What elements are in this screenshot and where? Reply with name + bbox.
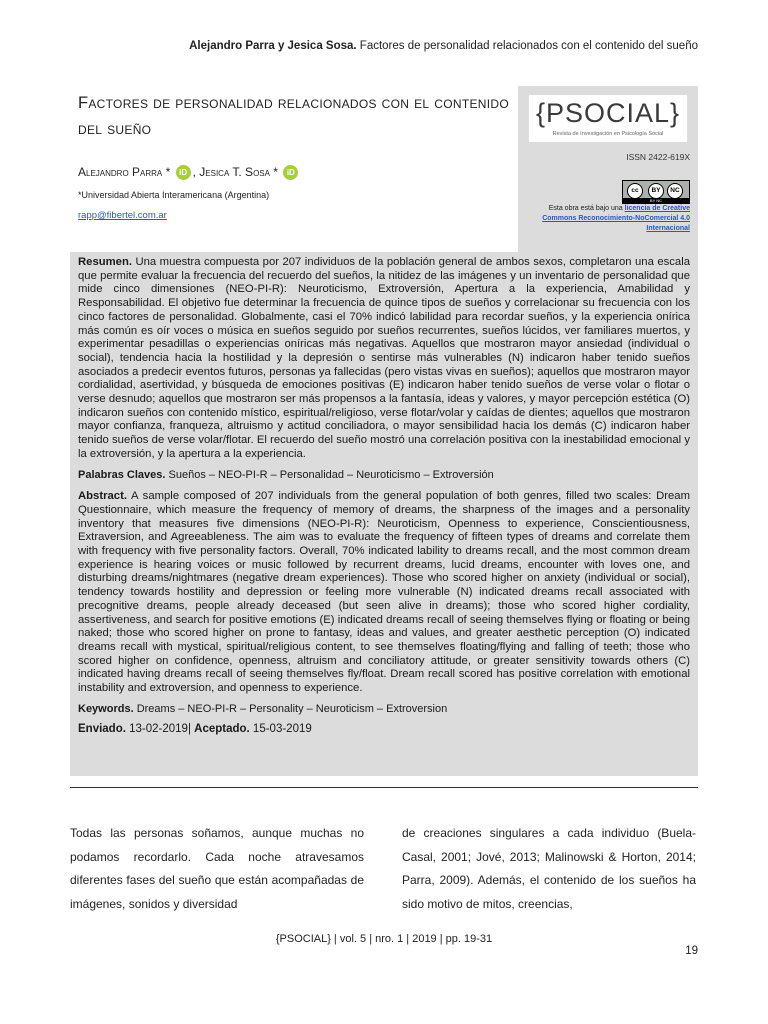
affiliation: *Universidad Abierta Interamericana (Argentina): [78, 190, 270, 200]
article-title: Factores de personalidad relacionados con el contenido del sueño: [78, 94, 509, 138]
orcid-icon[interactable]: iD: [283, 165, 298, 180]
cc-icon: cc: [627, 183, 643, 199]
cc-license-icon[interactable]: [622, 180, 690, 204]
author-name: Alejandro Parra *: [78, 165, 171, 179]
keywords-es: [78, 469, 690, 483]
cc-tag: BY NC: [623, 198, 689, 203]
by-icon: BY: [648, 183, 664, 199]
abstract-en: [78, 490, 690, 696]
keywords-en-text: Dreams – NEO-PI-R – Personality – Neuroticism – Extroversion: [133, 702, 448, 715]
abstract-es-text: Una muestra compuesta por 207 individuos de la población general de ambos sexos, completaron una escala que permite evaluar la frecuencia del recuerdo del sueños, la nitidez de las imágenes y un inventario de personalidad que mide cinco dimensiones (NEO-PI-R): Neuroticismo, Extroversión, Apertura a la experiencia, Amabilidad y Responsabilidad. El objetivo fue determinar la frecuencia de quince tipos de sueños y correlacionar su frecuencia con los cinco factores de personalidad. Globalmente, casi el 70% indicó labilidad para recordar sueños, y la experiencia onírica más común es oír voces o música en sueños seguido por sueños recurrentes, sueños lúcidos, ver familiares muertos, y experimentar pesadillas o experiencias oníricas más negativas. Aquellos que mostraron mayor ansiedad (individual o social), tendencia hacia la hostilidad y la depresión o sentirse más vulnerables (N) indicaron haber tenido sueños asociados a predecir eventos futuros, personas ya fallecidas (pero vistas vivas en sueños); aquellos que mostraron mayor cordialidad, asertividad, y búsqueda de emociones positivas (E) indicaron haber tenido sueños de verse volar o flotar o verse desnudo; aquellos que mostraron ser más propensos a la fantasía, ideas y valores, y mayor percepción estética (O) indicaron sueños con contenido místico, espiritual/religioso, verse flotar/volar y caídas de dientes; aquellos que mostraron mayor confianza, franqueza, altruismo y actitud conciliadora, o mayor sensibilidad hacia los demás (C) indicaron haber tenido sueños de verse volar/flotar. El recuerdo del sueño mostró una correlación positiva con la inestabilidad emocional y la extroversión, y la apertura a la experiencia.: [78, 256, 690, 460]
running-head: [189, 40, 698, 52]
journal-info-box: [518, 86, 698, 252]
license-link[interactable]: licencia de Creative Commons Reconocimiento-NoComercial 4.0 Internacional: [542, 205, 690, 232]
orcid-icon[interactable]: iD: [176, 165, 191, 180]
dates: [78, 723, 690, 737]
section-divider: [70, 787, 698, 788]
keywords-es-label: Palabras Claves.: [78, 468, 166, 481]
accepted-label: Aceptado.: [194, 722, 250, 735]
license-text: [530, 204, 690, 234]
nc-icon: NC: [667, 183, 683, 199]
abstract-en-text: A sample composed of 207 individuals from the general population of both genres, filled two scales: Dream Questionnaire, which measure the frequency of memory of dreams, the sharpness of the images and a personality inventory that measures five dimensions (NEO-PI-R): Neuroticism, Openness to experience, Conscientiousness, Extraversion, and Agreeableness. The aim was to evaluate the frequency of fifteen types of dreams and correlate them with frequency with five personality factors. Overall, 70% indicated lability to dreams recall, and the most common dream experience is hearing voices or music followed by recurrent dreams, lucid dreams, encounter with loves one, and disturbing dreams/nightmares (negative dream experiences). Those who scored higher on anxiety (individual or social), tendency towards hostility and depression or feeling more vulnerable (N) indicated dreams recall associated with precognitive dreams, people already deceased (but seen alive in dreams); those who scored higher cordiality, assertiveness, and search for positive emotions (E) indicated dreams recall of seeing themselves flying or floating or being naked; those who scored higher on prone to fantasy, ideas and values, and greater aesthetic perception (O) indicated dreams recall with mystical, spiritual/religious content, to see themselves floating/flying and falling of teeth; those who scored higher on confidence, openness, altruism and conciliatory attitude, or greater sensitivity towards others (C) indicated having dreams recall of seeing themselves fly/float. Dream recall scored has positive correlation with emotional instability and extroversion, and openness to experience.: [78, 490, 690, 695]
issn: ISSN 2422-619X: [626, 152, 690, 162]
keywords-en: [78, 703, 690, 717]
keywords-es-text: Sueños – NEO-PI-R – Personalidad – Neuroticismo – Extroversión: [165, 468, 494, 481]
accepted-date: 15-03-2019: [249, 722, 312, 735]
journal-logo-subtitle: Revista de Investigación en Psicología Social: [552, 131, 664, 137]
license-prefix: Esta obra está bajo una: [548, 205, 625, 212]
running-head-authors: Alejandro Parra y Jesica Sosa.: [189, 40, 357, 52]
sent-label: Enviado.: [78, 722, 126, 735]
body-column-right: de creaciones singulares a cada individuo (Buela-Casal, 2001; Jové, 2013; Malinowski & Horton, 2014; Parra, 2009). Además, el contenido de los sueños ha sido motivo de mitos, creencias,: [402, 826, 696, 911]
abstract-box: [70, 252, 698, 776]
running-head-title: Factores de personalidad relacionados con el contenido del sueño: [359, 40, 698, 52]
footer-citation: {PSOCIAL} | vol. 5 | nro. 1 | 2019 | pp. 19-31: [275, 933, 493, 945]
author-name: Jesica T. Sosa *: [199, 165, 278, 179]
abstract-en-label: Abstract.: [78, 490, 127, 503]
journal-logo-text: {PSOCIAL}: [535, 98, 681, 128]
author-line: [78, 165, 300, 180]
abstract-es-label: Resumen.: [78, 256, 132, 268]
page-number: 19: [685, 945, 698, 957]
body-column-left: Todas las personas soñamos, aunque muchas no podamos recordarlo. Cada noche atravesamos diferentes fases del sueño que están acompañadas de imágenes, sonidos y diversidad: [70, 826, 364, 911]
author-separator: ,: [192, 165, 200, 179]
keywords-en-label: Keywords.: [78, 702, 134, 715]
abstract-es: [78, 256, 690, 462]
journal-logo: [529, 95, 687, 142]
email-link[interactable]: rapp@fibertel.com.ar: [78, 210, 167, 221]
sent-date: 13-02-2019|: [125, 722, 195, 735]
